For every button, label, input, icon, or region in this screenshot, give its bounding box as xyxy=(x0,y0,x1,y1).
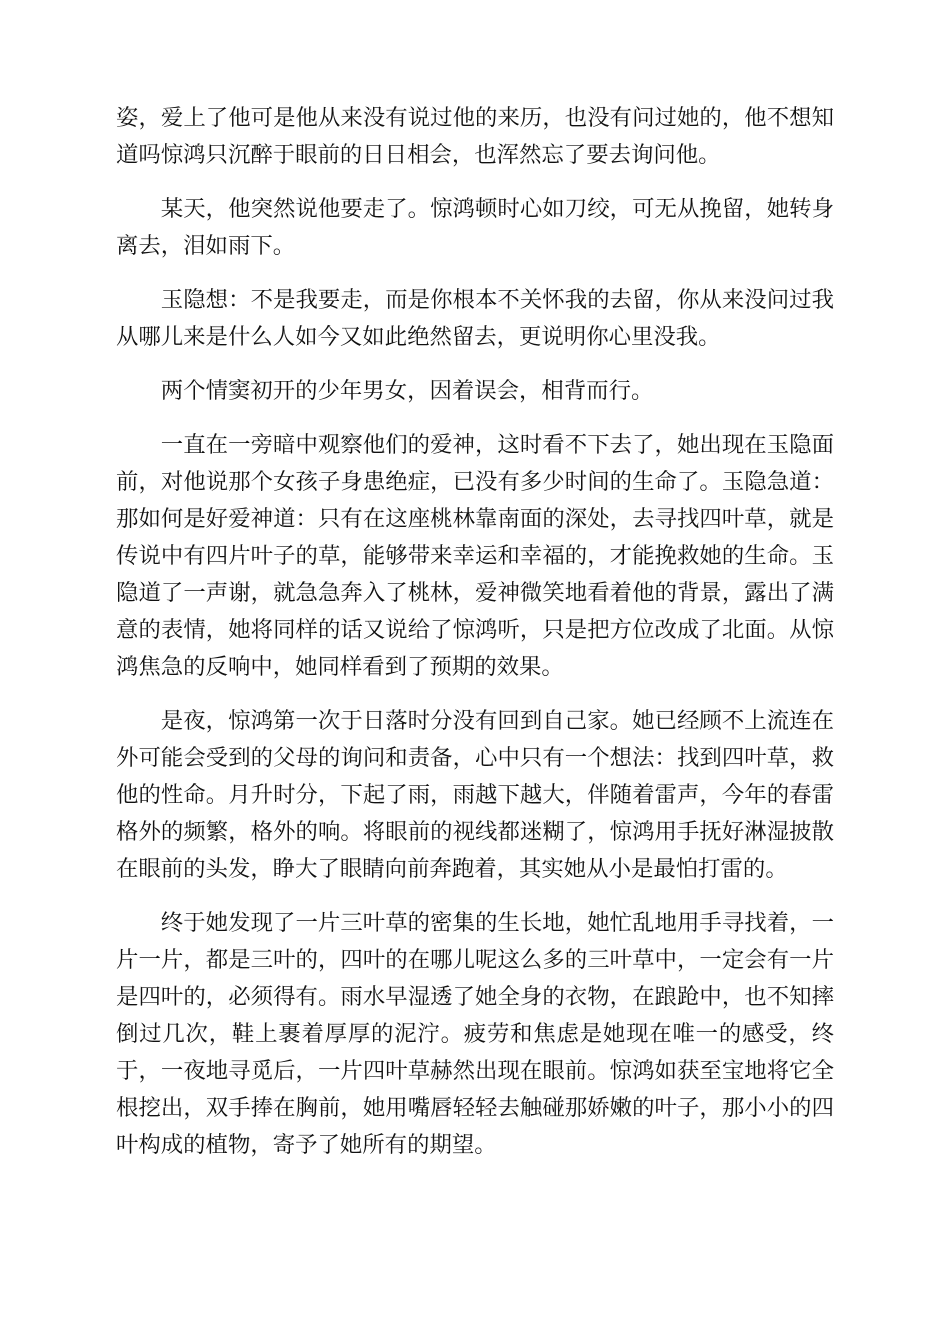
paragraph-2: 某天，他突然说他要走了。惊鸿顿时心如刀绞，可无从挽留，她转身离去，泪如雨下。 xyxy=(116,196,834,259)
paragraph-1: 姿，爱上了他可是他从来没有说过他的来历，也没有问过她的，他不想知道吗惊鸿只沉醉于眼前的日日相会，也浑然忘了要去询问他。 xyxy=(116,105,834,168)
paragraph-6: 是夜，惊鸿第一次于日落时分没有回到自己家。她已经顾不上流连在外可能会受到的父母的询问和责备，心中只有一个想法：找到四叶草，救他的性命。月升时分，下起了雨，雨越下越大，伴随着雷声，今年的春雷格外的频繁，格外的响。将眼前的视线都迷糊了，惊鸿用手抚好淋湿披散在眼前的头发，睁大了眼睛向前奔跑着，其实她从小是最怕打雷的。 xyxy=(116,708,834,882)
paragraph-5: 一直在一旁暗中观察他们的爱神，这时看不下去了，她出现在玉隐面前，对他说那个女孩子身患绝症，已没有多少时间的生命了。玉隐急道：那如何是好爱神道：只有在这座桃林靠南面的深处，去寻找四叶草，就是传说中有四片叶子的草，能够带来幸运和幸福的，才能挽救她的生命。玉隐道了一声谢，就急急奔入了桃林，爱神微笑地看着他的背景，露出了满意的表情，她将同样的话又说给了惊鸿听，只是把方位改成了北面。从惊鸿焦急的反响中，她同样看到了预期的效果。 xyxy=(116,432,834,680)
paragraph-3: 玉隐想：不是我要走，而是你根本不关怀我的去留，你从来没问过我从哪儿来是什么人如今又如此绝然留去，更说明你心里没我。 xyxy=(116,287,834,350)
paragraph-7: 终于她发现了一片三叶草的密集的生长地，她忙乱地用手寻找着，一片一片，都是三叶的，四叶的在哪儿呢这么多的三叶草中，一定会有一片是四叶的，必须得有。雨水早湿透了她全身的衣物，在踉跄中，也不知摔倒过几次，鞋上裹着厚厚的泥泞。疲劳和焦虑是她现在唯一的感受，终于，一夜地寻觅后，一片四叶草赫然出现在眼前。惊鸿如获至宝地将它全根挖出，双手捧在胸前，她用嘴唇轻轻去触碰那娇嫩的叶子，那小小的四叶构成的植物，寄予了她所有的期望。 xyxy=(116,910,834,1158)
paragraph-4: 两个情窦初开的少年男女，因着误会，相背而行。 xyxy=(160,378,654,404)
document-page xyxy=(116,100,834,1181)
